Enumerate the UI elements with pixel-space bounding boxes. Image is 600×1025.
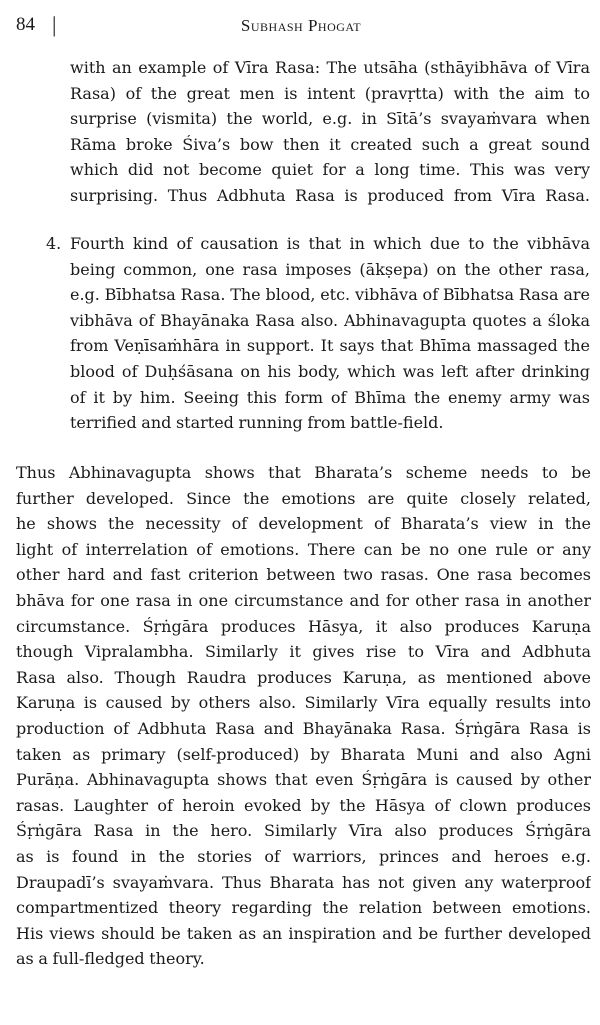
text-line: Fourth kind of causation is that in which due to the vibhāva	[70, 234, 590, 253]
text-line: taken as primary (self-produced) by Bharata Muni and also Agni	[16, 744, 591, 764]
page-number: 84	[16, 14, 35, 35]
text-line: from Veṇīsaṁhāra in support. It says that Bhīma massaged the	[70, 336, 590, 356]
body-paragraph	[16, 460, 591, 972]
text-line: as is found in the stories of warriors, princes and heroes e.g.	[16, 846, 591, 866]
text-line: rasas. Laughter of heroin evoked by the Hāsya of clown produces	[16, 795, 591, 815]
text-line: His views should be taken as an inspiration and be further developed	[16, 923, 591, 943]
text-line: Rasa also. Though Raudra produces Karuṇa, as mentioned above	[16, 667, 591, 687]
text-line: as a full-fledged theory.	[16, 949, 205, 969]
running-head: Subhash Phogat	[240, 16, 362, 35]
text-line: being common, one rasa imposes (ākṣepa) on the other rasa,	[70, 259, 590, 279]
paragraph-continuation	[70, 55, 590, 209]
text-line: surprise (vismita) the world, e.g. in Sītā’s svayaṁvara when	[70, 109, 590, 129]
text-line: which did not become quiet for a long time. This was very	[70, 160, 590, 180]
text-line: Karuṇa is caused by others also. Similarly Vīra equally results into	[16, 693, 591, 713]
text-line: he shows the necessity of development of Bharata’s view in the	[16, 514, 591, 534]
text-line: with an example of Vīra Rasa: The utsāha (sthāyibhāva of Vīra	[70, 58, 590, 77]
list-item-number: 4.	[46, 234, 62, 253]
text-line: Rasa) of the great men is intent (pravṛtta) with the aim to	[70, 83, 590, 103]
text-line: other hard and fast criterion between two rasas. One rasa becomes	[16, 565, 591, 585]
text-line: vibhāva of Bhayānaka Rasa also. Abhinavagupta quotes a śloka	[70, 310, 590, 330]
text-line: compartmentized theory regarding the relation between emotions.	[16, 898, 591, 918]
page-header	[16, 14, 586, 44]
text-line: blood of Duḥśāsana on his body, which was left after drinking	[70, 361, 590, 381]
text-line: Śṛṅgāra Rasa in the hero. Similarly Vīra also produces Śṛṅgāra	[16, 821, 591, 841]
text-line: Draupadī’s svayaṁvara. Thus Bharata has not given any waterproof	[16, 872, 591, 892]
text-line: of it by him. Seeing this form of Bhīma the enemy army was	[70, 387, 590, 407]
text-line: bhāva for one rasa in one circumstance and for other rasa in another	[16, 590, 591, 610]
text-line: surprising. Thus Adbhuta Rasa is produced from Vīra Rasa.	[70, 185, 590, 205]
text-line: further developed. Since the emotions are quite closely related,	[16, 488, 591, 508]
text-line: Rāma broke Śiva’s bow then it created such a great sound	[70, 134, 590, 154]
text-line: e.g. Bībhatsa Rasa. The blood, etc. vibhāva of Bībhatsa Rasa are	[70, 285, 590, 305]
text-line: terrified and started running from battle-field.	[70, 413, 444, 433]
text-line: Purāṇa. Abhinavagupta shows that even Śṛṅgāra is caused by other	[16, 770, 591, 790]
text-line: light of interrelation of emotions. There can be no one rule or any	[16, 539, 591, 559]
text-line: circumstance. Śṛṅgāra produces Hāsya, it also produces Karuṇa	[16, 616, 591, 636]
header-separator: |	[52, 12, 57, 37]
list-item-4	[46, 231, 590, 436]
text-line: production of Adbhuta Rasa and Bhayānaka Rasa. Śṛṅgāra Rasa is	[16, 718, 591, 738]
text-line: though Vipralambha. Similarly it gives rise to Vīra and Adbhuta	[16, 642, 591, 662]
text-line: Thus Abhinavagupta shows that Bharata’s scheme needs to be	[16, 463, 591, 482]
